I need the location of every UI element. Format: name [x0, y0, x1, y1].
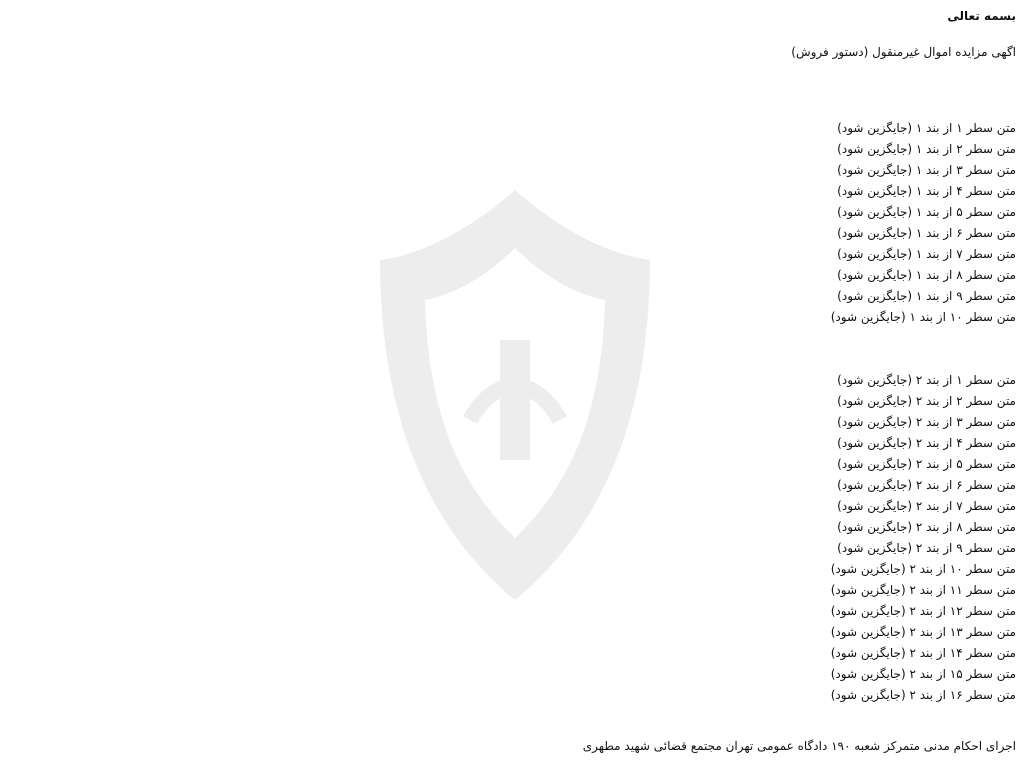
paragraph-2-line-14: متن سطر ۱۴ از بند ۲ (جایگزین شود) [830, 646, 1016, 660]
paragraph-1-line-2: متن سطر ۲ از بند ۱ (جایگزین شود) [837, 142, 1016, 156]
paragraph-2-line-16: متن سطر ۱۶ از بند ۲ (جایگزین شود) [830, 688, 1016, 702]
paragraph-2-line-9: متن سطر ۹ از بند ۲ (جایگزین شود) [837, 541, 1016, 555]
paragraph-2-line-5: متن سطر ۵ از بند ۲ (جایگزین شود) [837, 457, 1016, 471]
paragraph-1-line-3: متن سطر ۳ از بند ۱ (جایگزین شود) [837, 163, 1016, 177]
paragraph-2-line-1: متن سطر ۱ از بند ۲ (جایگزین شود) [837, 373, 1016, 387]
paragraph-2-line-3: متن سطر ۳ از بند ۲ (جایگزین شود) [837, 415, 1016, 429]
paragraph-2-line-8: متن سطر ۸ از بند ۲ (جایگزین شود) [837, 520, 1016, 534]
paragraph-1-line-5: متن سطر ۵ از بند ۱ (جایگزین شود) [837, 205, 1016, 219]
paragraph-2-line-10: متن سطر ۱۰ از بند ۲ (جایگزین شود) [830, 562, 1016, 576]
paragraph-1-line-4: متن سطر ۴ از بند ۱ (جایگزین شود) [837, 184, 1016, 198]
paragraph-2-line-15: متن سطر ۱۵ از بند ۲ (جایگزین شود) [830, 667, 1016, 681]
paragraph-2-line-7: متن سطر ۷ از بند ۲ (جایگزین شود) [837, 499, 1016, 513]
paragraph-1-line-8: متن سطر ۸ از بند ۱ (جایگزین شود) [837, 268, 1016, 282]
document-title: اگهی مزایده اموال غیرمنقول (دستور فروش) [791, 45, 1016, 59]
paragraph-2-line-11: متن سطر ۱۱ از بند ۲ (جایگزین شود) [830, 583, 1016, 597]
paragraph-2-line-6: متن سطر ۶ از بند ۲ (جایگزین شود) [837, 478, 1016, 492]
document-heading: بسمه تعالی [947, 9, 1016, 23]
paragraph-1-line-6: متن سطر ۶ از بند ۱ (جایگزین شود) [837, 226, 1016, 240]
document-footer: اجرای احکام مدنی متمرکز شعبه ۱۹۰ دادگاه عمومی تهران مجتمع قضائی شهید مطهری [582, 739, 1016, 753]
paragraph-2-line-13: متن سطر ۱۳ از بند ۲ (جایگزین شود) [830, 625, 1016, 639]
paragraph-1-line-10: متن سطر ۱۰ از بند ۱ (جایگزین شود) [830, 310, 1016, 324]
paragraph-1-line-7: متن سطر ۷ از بند ۱ (جایگزین شود) [837, 247, 1016, 261]
paragraph-1 [10, 118, 1016, 328]
paragraph-1-line-9: متن سطر ۹ از بند ۱ (جایگزین شود) [837, 289, 1016, 303]
paragraph-2 [10, 370, 1016, 706]
paragraph-2-line-12: متن سطر ۱۲ از بند ۲ (جایگزین شود) [830, 604, 1016, 618]
paragraph-1-line-1: متن سطر ۱ از بند ۱ (جایگزین شود) [837, 121, 1016, 135]
paragraph-2-line-2: متن سطر ۲ از بند ۲ (جایگزین شود) [837, 394, 1016, 408]
paragraph-2-line-4: متن سطر ۴ از بند ۲ (جایگزین شود) [837, 436, 1016, 450]
